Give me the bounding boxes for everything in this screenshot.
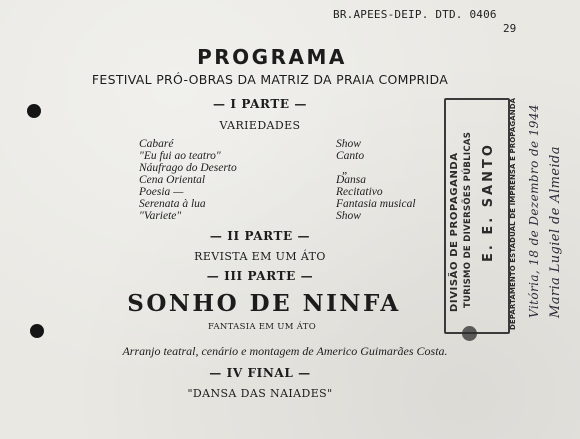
program-subtitle: FESTIVAL PRÓ-OBRAS DA MATRIZ DA PRAIA COMPRIDA (91, 72, 449, 87)
ditto-mark: „ (342, 164, 349, 176)
act-name: Cena Oriental (139, 174, 206, 186)
act-name: Cabaré (139, 138, 174, 150)
play-title: SONHO DE NINFA (127, 290, 401, 317)
act-kind: Canto (336, 150, 365, 162)
play-subtitle: FANTASIA EM UM ÁTO (208, 322, 316, 332)
handwritten-date: Vitória, 18 de Dezembro de 1944 (527, 104, 541, 318)
act-kind: Show (336, 210, 361, 222)
stamp-line-1: DIVISÃO DE PROPAGANDA (449, 152, 460, 312)
act-name: Serenata à lua (139, 198, 206, 210)
act-name: Poesia — (139, 186, 184, 198)
production-credits: Arranjo teatral, cenário e montagem de Americo Guimarães Costa. (122, 344, 448, 358)
program-title: PROGRAMA (197, 45, 347, 69)
part1-section: VARIEDADES (219, 119, 301, 132)
act-kind: Fantasia musical (336, 198, 416, 210)
stamp-line-3: E. E. SANTO (481, 142, 496, 262)
act-kind: Recitativo (336, 186, 383, 198)
stamp-line-4: DEPARTAMENTO ESTADUAL DE IMPRENSA E PROPAGANDA (509, 97, 517, 330)
act-name: Náufrago do Deserto (139, 162, 237, 174)
part2-heading: — II PARTE — (209, 229, 311, 243)
act-name: "Eu fui ao teatro" (139, 150, 221, 162)
act-name: "Variete" (139, 210, 182, 222)
archive-page-number: 29 (503, 22, 517, 35)
act-kind: Show (336, 138, 361, 150)
censorship-stamp (444, 98, 510, 334)
part4-section: "DANSA DAS NAIADES" (187, 387, 333, 400)
stamp-line-2: TURISMO DE DIVERSÕES PÚBLICAS (463, 131, 473, 308)
act-kind: Dansa (336, 174, 367, 186)
handwritten-signature: Maria Lugiel de Almeida (548, 146, 563, 318)
archive-reference: BR.APEES-DEIP. DTD. 0406 (333, 8, 497, 21)
seal-blot (462, 326, 477, 341)
list-item (139, 210, 439, 223)
part4-heading: — IV FINAL — (209, 366, 311, 380)
part2-section: REVISTA EM UM ÁTO (194, 250, 326, 263)
part1-heading: — I PARTE — (212, 97, 308, 111)
part3-heading: — III PARTE — (206, 269, 314, 283)
